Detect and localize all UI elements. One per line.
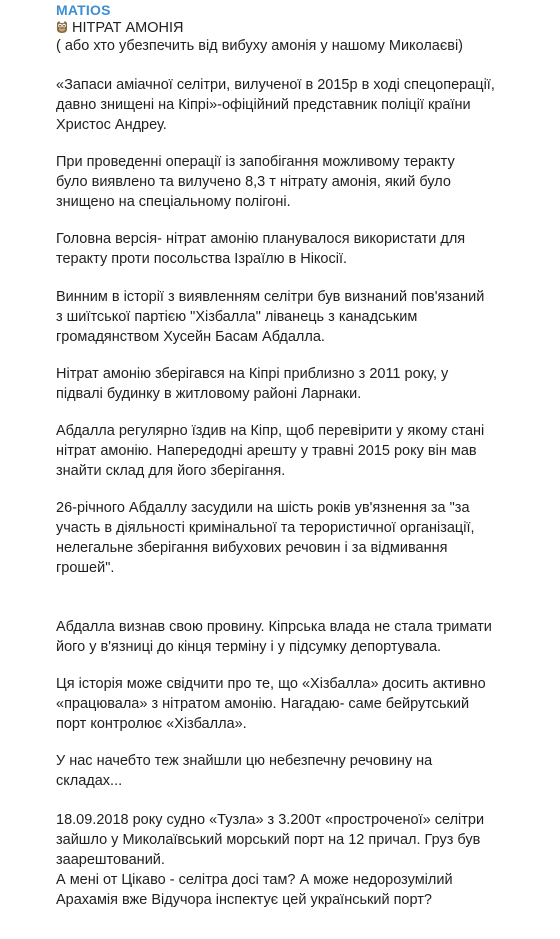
post-paragraph	[56, 287, 540, 347]
paragraph-line: Нітрат амонію зберігався на Кіпрі приблизно з 2011 року, у	[56, 366, 449, 382]
channel-name[interactable]: MATIOS	[56, 2, 111, 18]
paragraph-line: з шиїтської партією "Хізбалла" ліванець з канадським	[56, 309, 418, 325]
paragraph-line: У нас начебто теж знайшли цю небезпечну речовину на	[56, 753, 433, 769]
post-paragraph	[56, 152, 540, 212]
paragraph-line: давно знищені на Кіпрі»-офіційний представник поліції країни	[56, 97, 471, 113]
paragraph-line: «Запаси аміачної селітри, вилученої в 2015р в ході спецоперації,	[56, 77, 495, 93]
paragraph-line: Абдалла визнав свою провину. Кіпрська влада не стала тримати	[56, 619, 492, 635]
paragraph-line: його у в'язниці до кінця терміну і у підсумку депортувала.	[56, 639, 442, 655]
post-paragraph	[56, 498, 540, 578]
post-paragraph	[56, 364, 540, 404]
paragraph-line: грошей".	[56, 560, 115, 576]
paragraph-line: Арахамія вже Відучора інспектує цей український порт?	[56, 892, 432, 908]
paragraph-line: громадянством Хусейн Басам Абдалла.	[56, 329, 325, 345]
paragraph-line: зайшло у Миколаївський морський порт на 12 причал. Груз був	[56, 832, 481, 848]
paragraph-line: заарештований.	[56, 852, 165, 868]
paragraph-line: підвалі будинку в житловому районі Ларнаки.	[56, 386, 362, 402]
post-subtitle: ( або хто убезпечить від вибуху амонія у нашому Миколаєві)	[56, 38, 463, 54]
paragraph-line: знайти склад для його зберігання.	[56, 463, 286, 479]
paragraph-line: знищено на спеціальному полігоні.	[56, 194, 291, 210]
post-paragraph	[56, 751, 540, 791]
post-paragraph	[56, 75, 540, 135]
paragraph-line: 18.09.2018 року судно «Тузла» з 3.200т «простроченої» селітри	[56, 812, 485, 828]
paragraph-line: Ця історія може свідчити про те, що «Хізбалла» досить активно	[56, 676, 486, 692]
post-body	[56, 75, 540, 910]
paragraph-line: участь в діяльності кримінальної та терористичної організації,	[56, 520, 475, 536]
post-paragraph	[56, 229, 540, 269]
post-paragraph	[56, 421, 540, 481]
paragraph-line: 26-річного Абдаллу засудили на шість років ув'язнення за "за	[56, 500, 470, 516]
paragraph-line: порт контролює «Хізбалла».	[56, 716, 247, 732]
paragraph-line: Абдалла регулярно їздив на Кіпр, щоб перевірити у якому стані	[56, 423, 485, 439]
paragraph-line: складах...	[56, 773, 123, 789]
post-paragraph	[56, 617, 540, 657]
paragraph-line: При проведенні операції із запобігання можливому теракту	[56, 154, 455, 170]
paragraph-line: теракту проти посольства Ізраїлю в Нікосії.	[56, 251, 348, 267]
paragraph-line: Головна версія- нітрат амонію планувалося використати для	[56, 231, 466, 247]
paragraph-line: «працювала» з нітратом амонію. Нагадаю- саме бейрутський	[56, 696, 470, 712]
post-title: НІТРАТ АМОНІЯ	[72, 20, 184, 36]
post-paragraph	[56, 810, 540, 910]
post-paragraph	[56, 674, 540, 734]
paragraph-line: Христос Андреу.	[56, 117, 167, 133]
paragraph-line: було виявлено та вилучено 8,3 т нітрату амонія, який було	[56, 174, 451, 190]
paragraph-line: А мені от Цікаво - селітра досі там? А може недорозумілий	[56, 872, 453, 888]
paragraph-line: нітрат амонію. Напередодні арешту у травні 2015 року він мав	[56, 443, 477, 459]
post-title-line	[56, 19, 540, 37]
paragraph-line: нелегальне зберігання вибухових речовин і за відмивання	[56, 540, 448, 556]
paragraph-line: Винним в історії з виявленням селітри був визнаний пов'язаний	[56, 289, 485, 305]
owl-icon	[56, 20, 68, 34]
